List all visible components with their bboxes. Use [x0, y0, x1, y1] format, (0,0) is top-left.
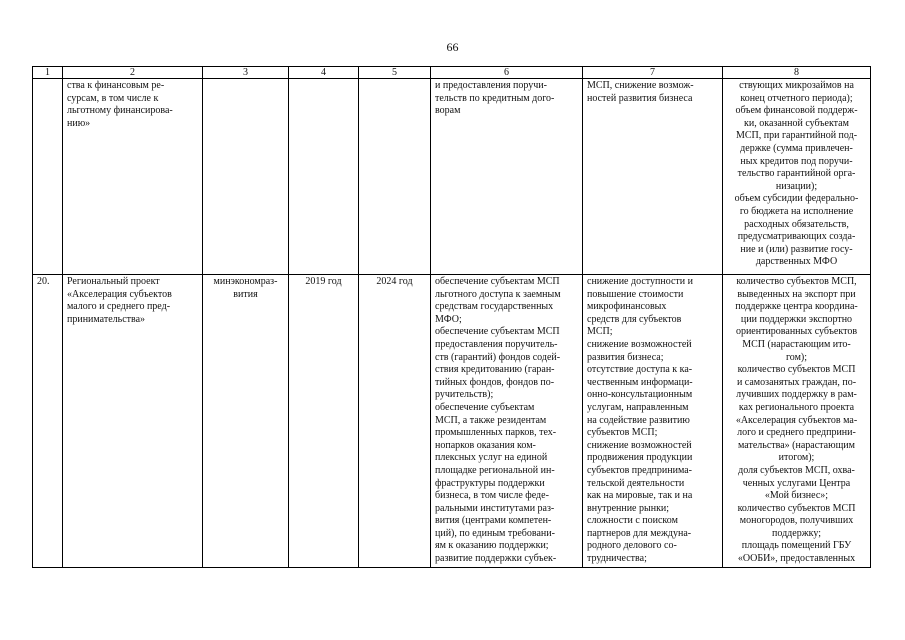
- cell-start: [289, 79, 359, 275]
- cell-project-name: Региональный проект «Акселерация субъектов малого и среднего пред- принимательства»: [63, 275, 203, 568]
- column-header: 5: [359, 67, 431, 79]
- table-row-20: [33, 275, 871, 568]
- column-header: 6: [431, 67, 583, 79]
- cell-results: и предоставления поручи- тельств по кредитным дого- ворам: [431, 79, 583, 275]
- cell-project-name: ства к финансовым ре- сурсам, в том числе к льготному финансирова- нию»: [63, 79, 203, 275]
- header-row: [33, 67, 871, 79]
- cell-results: обеспечение субъектам МСП льготного доступа к заемным средствам государственных МФО; обеспечение субъектам МСП предоставления поручитель- ств (гарантий) фондов содей- ствия кредитованию (гаран- тийных фондов, фондов по- ручительств); обеспечение субъектам МСП, а также резидентам промышленных парков, тех- нопарков оказания ком- плексных услуг на единой площадке региональной ин- фраструктуры поддержки бизнеса, в том числе феде- ральными институтами раз- вития (центрами компетен- ций), по единым требовани- ям к оказанию поддержки; развитие поддержки субъек-: [431, 275, 583, 568]
- column-header: 2: [63, 67, 203, 79]
- column-header: 1: [33, 67, 63, 79]
- column-header: 3: [203, 67, 289, 79]
- cell-indicators: ствующих микрозаймов на конец отчетного периода); объем финансовой поддерж- ки, оказанной субъектам МСП, при гарантийной под- держке (сумма привлечен- ных кредитов под поручи- тельство гарантийной орга- низации); объем субсидии федерально- го бюджета на исполнение расходных обязательств, предусматривающих созда- ние и (или) развитие госу- дарственных МФО: [723, 79, 871, 275]
- cell-executor: минэкономраз- вития: [203, 275, 289, 568]
- column-header: 7: [583, 67, 723, 79]
- table-row-continued: [33, 79, 871, 275]
- cell-number: [33, 79, 63, 275]
- document-table: [32, 66, 871, 568]
- cell-number: 20.: [33, 275, 63, 568]
- cell-end: 2024 год: [359, 275, 431, 568]
- column-header: 8: [723, 67, 871, 79]
- cell-indicators: количество субъектов МСП, выведенных на экспорт при поддержке центра координа- ции поддержки экспортно ориентированных субъектов МСП (нарастающим ито- гом); количество субъектов МСП и самозанятых граждан, по- лучивших поддержку в рам- ках регионального проекта «Акселерация субъектов ма- лого и среднего предприни- мательства» (нарастающим итогом); доля субъектов МСП, охва- ченных услугами Центра «Мой бизнес»; количество субъектов МСП моногородов, получивших поддержку; площадь помещений ГБУ «ООБИ», предоставленных: [723, 275, 871, 568]
- cell-end: [359, 79, 431, 275]
- cell-consequences: снижение доступности и повышение стоимости микрофинансовых средств для субъектов МСП; снижение возможностей развития бизнеса; отсутствие доступа к ка- чественным информаци- онно-консультационным услугам, направленным на содействие развитию субъектов МСП; снижение возможностей продвижения продукции субъектов предпринима- тельской деятельности как на мировые, так и на внутренние рынки; сложности с поиском партнеров для междуна- родного делового со- трудничества;: [583, 275, 723, 568]
- page-number: 66: [446, 40, 459, 54]
- cell-start: 2019 год: [289, 275, 359, 568]
- cell-consequences: МСП, снижение возмож- ностей развития бизнеса: [583, 79, 723, 275]
- cell-executor: [203, 79, 289, 275]
- column-header: 4: [289, 67, 359, 79]
